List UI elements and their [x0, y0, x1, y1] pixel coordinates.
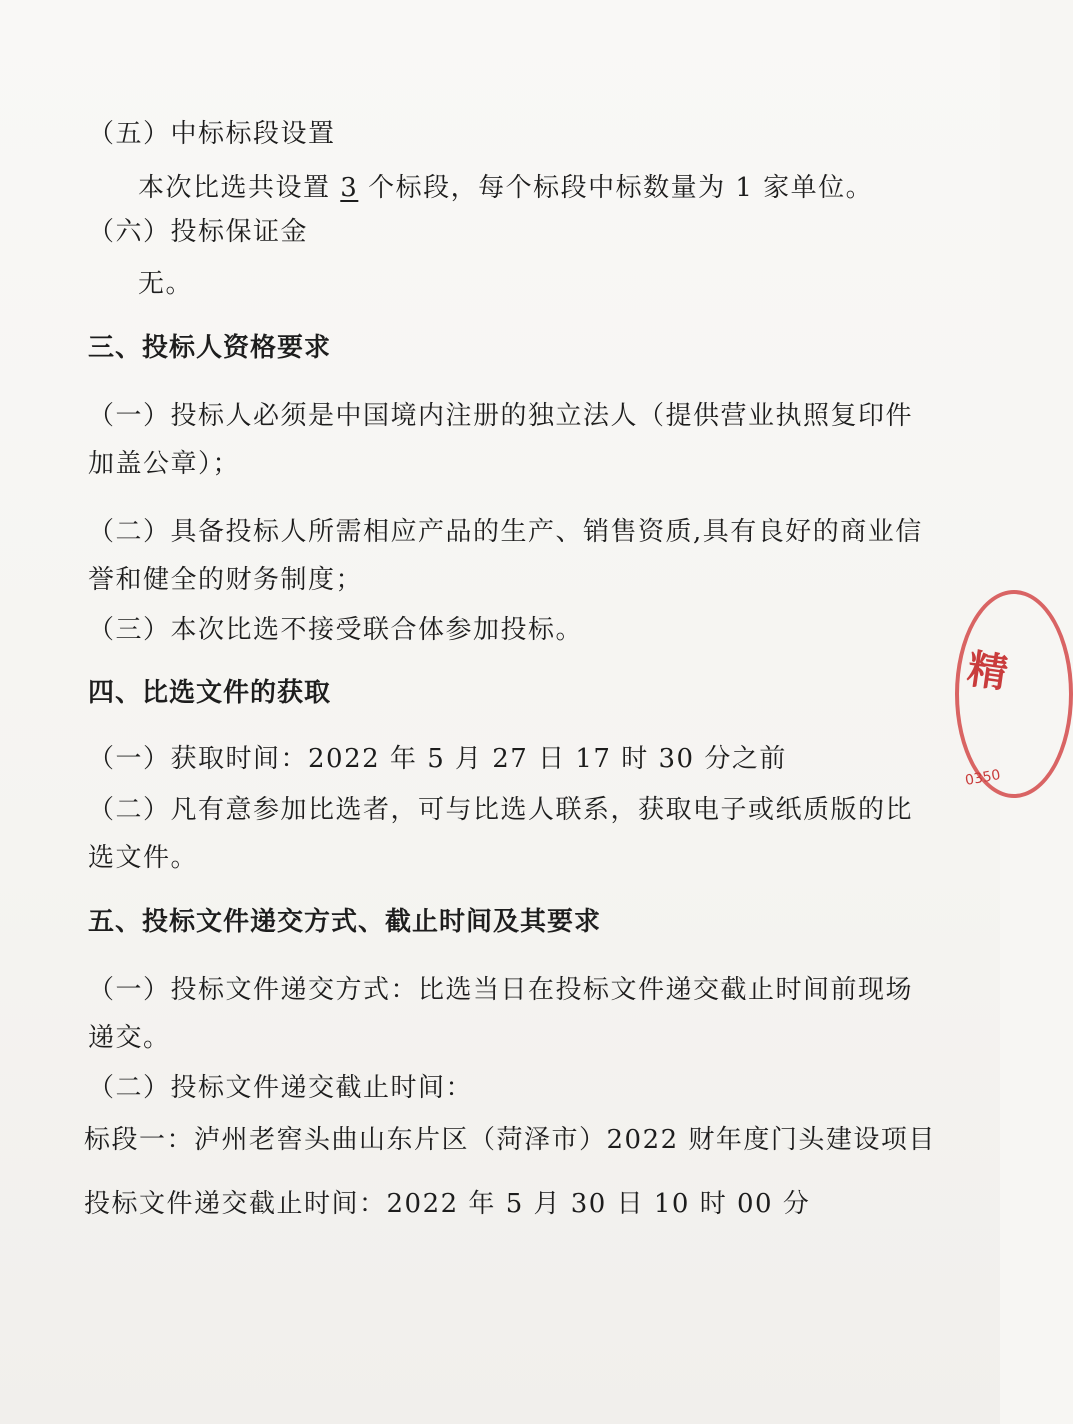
obtain-method-line2: 选文件。 — [88, 843, 199, 873]
section5-body — [138, 172, 873, 204]
qualification-2-line1: （二）具备投标人所需相应产品的生产、销售资质,具有良好的商业信 — [88, 517, 923, 547]
qualification-1-line1: （一）投标人必须是中国境内注册的独立法人（提供营业执照复印件 — [88, 401, 914, 431]
qualification-3: （三）本次比选不接受联合体参加投标。 — [88, 615, 584, 645]
section5-title: （五）中标标段设置 — [88, 119, 336, 149]
heading-submission: 五、投标文件递交方式、截止时间及其要求 — [88, 907, 602, 937]
lot-one: 标段一：泸州老窖头曲山东片区（菏泽市）2022 财年度门头建设项目 — [84, 1125, 936, 1155]
submission-deadline-title: （二）投标文件递交截止时间： — [88, 1073, 474, 1103]
submission-method-line2: 递交。 — [88, 1023, 171, 1053]
stamp-number: 0350 — [963, 767, 1002, 789]
obtain-time: （一）获取时间：2022 年 5 月 27 日 17 时 30 分之前 — [88, 744, 787, 774]
section6-title: （六）投标保证金 — [88, 217, 309, 247]
submission-method-line1: （一）投标文件递交方式：比选当日在投标文件递交截止时间前现场 — [88, 975, 914, 1005]
obtain-method-line1: （二）凡有意参加比选者，可与比选人联系，获取电子或纸质版的比 — [88, 795, 914, 825]
section5-body-b: 个标段，每个标段中标数量为 1 家单位。 — [368, 173, 874, 203]
heading-obtain-documents: 四、比选文件的获取 — [88, 678, 332, 708]
stamp-text: 精 — [964, 646, 1011, 698]
qualification-2-line2: 誉和健全的财务制度； — [88, 565, 364, 595]
lot-one-deadline: 投标文件递交截止时间：2022 年 5 月 30 日 10 时 00 分 — [84, 1189, 811, 1219]
qualification-1-line2: 加盖公章）； — [88, 449, 241, 479]
lot-count: 3 — [340, 173, 359, 203]
section5-body-a: 本次比选共设置 — [138, 173, 331, 203]
heading-qualifications: 三、投标人资格要求 — [88, 333, 332, 363]
section6-body: 无。 — [138, 269, 194, 299]
